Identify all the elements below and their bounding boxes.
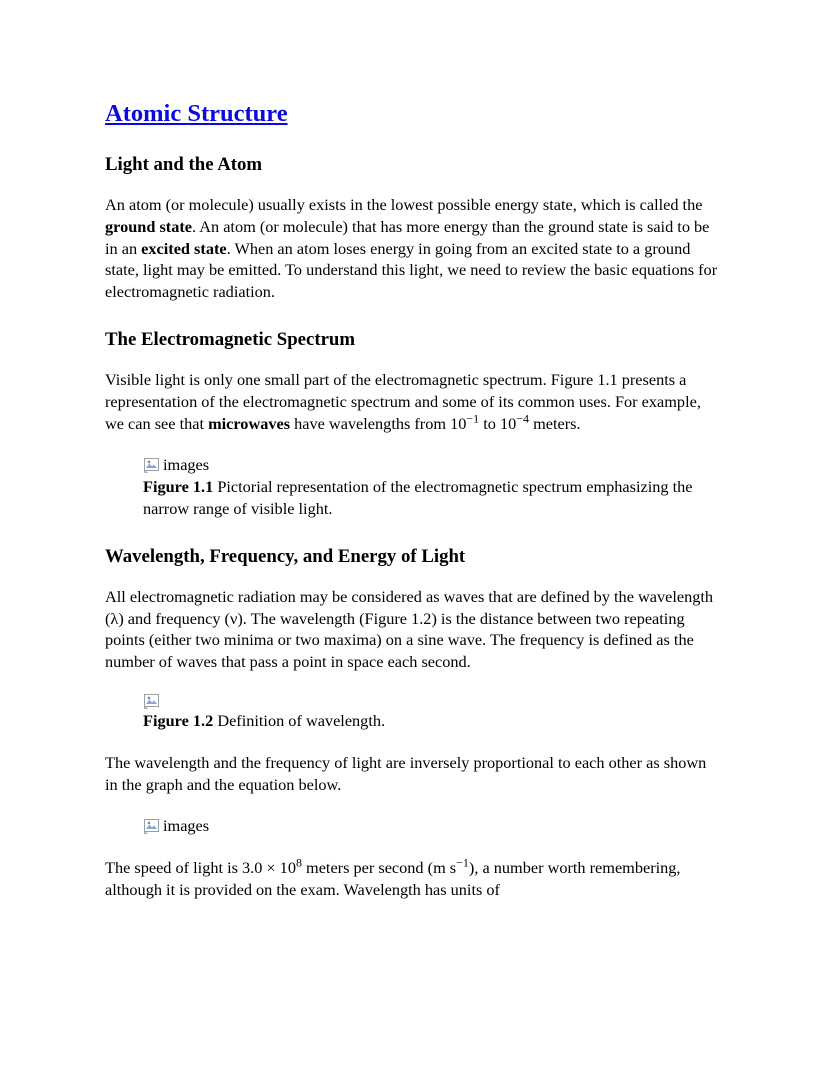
broken-image-icon: [143, 457, 161, 474]
text-run: to 10: [479, 413, 517, 433]
figure-1-1-block: [143, 454, 723, 519]
heading-wavelength-frequency-energy: Wavelength, Frequency, and Energy of Light: [105, 545, 466, 567]
image-alt-text: images: [163, 816, 210, 836]
paragraph-inverse-proportion: The wavelength and the frequency of light are inversely proportional to each other as shown in the graph and the equation below.: [105, 752, 707, 794]
superscript: −1: [456, 855, 469, 870]
caption-text: Pictorial representation of the electromagnetic spectrum emphasizing the narrow range of visible light.: [143, 477, 693, 518]
superscript: 8: [295, 855, 302, 870]
broken-image-icon: [143, 693, 161, 710]
figure-label: Figure 1.2: [143, 710, 214, 730]
paragraph-speed-of-light: [105, 857, 723, 901]
figure-label: Figure 1.1: [143, 477, 214, 497]
text-run: Visible light is only one small part of the electromagnetic spectrum. Figure 1.1 presents a representation of the electromagnetic spectrum and some of its common uses. For example, we can see that: [105, 369, 701, 433]
text-run: . When an atom loses energy in going from an excited state to a ground state, light may be emitted. To understand this light, we need to review the basic equations for electromagnetic radiation.: [105, 238, 718, 302]
text-run: An atom (or molecule) usually exists in the lowest possible energy state, which is called the: [105, 195, 703, 214]
figure-1-2-block: [143, 693, 723, 732]
image-alt-text: images: [163, 455, 210, 475]
text-run: ), a number worth remembering, although it is provided on the exam. Wavelength has units of: [105, 858, 681, 899]
figure-1-2-image-line: [143, 693, 723, 710]
equation-image-line: [143, 815, 723, 837]
bold-excited-state: excited state: [141, 238, 227, 258]
heading-light-and-the-atom: Light and the Atom: [105, 154, 263, 175]
superscript: −4: [516, 411, 530, 426]
heading-electromagnetic-spectrum: The Electromagnetic Spectrum: [105, 328, 356, 350]
superscript: −1: [466, 411, 480, 426]
figure-1-1-image-line: [143, 454, 723, 476]
paragraph-spectrum: [105, 369, 723, 434]
bold-ground-state: ground state: [105, 216, 192, 236]
page-title-link[interactable]: Atomic Structure: [105, 100, 288, 127]
text-run: meters.: [529, 413, 581, 433]
paragraph-waves: All electromagnetic radiation may be considered as waves that are defined by the wavelength (λ) and frequency (ν). The wavelength (Figure 1.2) is the distance between two repeating points (either two minima or two maxima) on a sine wave. The frequency is defined as the number of waves that pass a point in space each second.: [105, 586, 714, 672]
caption-text: Definition of wavelength.: [213, 710, 386, 730]
text-run: . An atom (or molecule) that has more energy than the ground state is said to be in an: [105, 216, 710, 258]
text-run: The speed of light is 3.0 × 10: [105, 858, 296, 878]
page-title: [105, 100, 723, 128]
broken-image-icon: [143, 818, 161, 835]
figure-1-2-caption: [143, 710, 723, 732]
bold-microwaves: microwaves: [208, 413, 291, 433]
text-run: meters per second (m s: [301, 858, 457, 878]
text-run: have wavelengths from 10: [290, 413, 467, 433]
equation-image-block: [143, 815, 723, 837]
figure-1-1-caption: [143, 476, 723, 520]
paragraph-atom-intro: [105, 194, 723, 303]
